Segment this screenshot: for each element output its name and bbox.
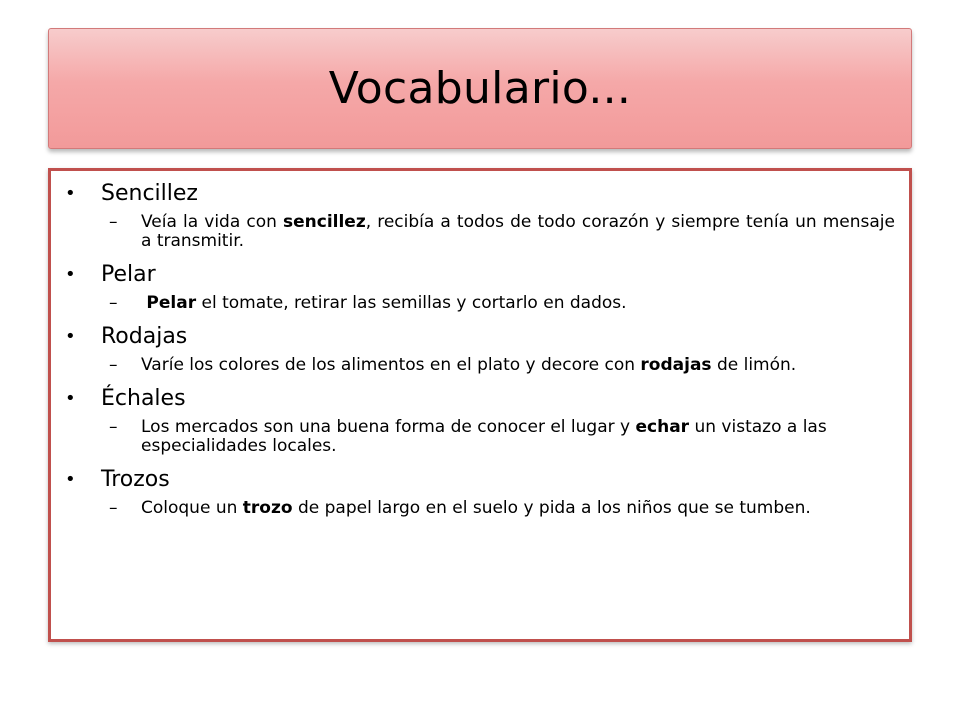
bullet-icon: • [65,469,76,490]
term-label: Échales [101,386,186,411]
dash-icon: – [109,498,118,518]
term-echales [65,384,909,414]
term-label: Sencillez [101,181,198,206]
example-keyword: sencillez [282,212,366,232]
example-text: el tomate, retirar las semillas y cortarlo en dados. [196,293,627,313]
example-sencillez [109,212,895,251]
dash-icon: – [109,293,118,313]
example-pelar [109,293,895,313]
example-keyword: Pelar [146,293,197,313]
bullet-icon: • [65,183,76,204]
title-banner [48,28,912,149]
example-text: Varíe los colores de los alimentos en el plato y decore con [141,355,641,375]
example-text: Veía la vida con [141,212,283,232]
bullet-icon: • [65,388,76,409]
example-trozos [109,498,895,518]
term-trozos [65,465,909,495]
vocabulary-list [48,168,912,642]
term-label: Trozos [101,467,170,492]
term-pelar [65,260,909,290]
example-text: , recibía a todos de todo corazón y siempre tenía un mensaje a transmitir. [141,212,895,251]
example-keyword: trozo [242,498,293,518]
example-text: de papel largo en el suelo y pida a los niños que se tumben. [292,498,811,518]
term-label: Pelar [101,262,156,287]
dash-icon: – [109,212,118,232]
example-text: Coloque un [141,498,243,518]
slide-title: Vocabulario... [328,63,632,114]
example-keyword: rodajas [640,355,712,375]
dash-icon: – [109,417,118,437]
example-rodajas [109,355,895,375]
example-text: Los mercados son una buena forma de conocer el lugar y [141,417,636,437]
term-rodajas [65,322,909,352]
bullet-icon: • [65,326,76,347]
bullet-icon: • [65,264,76,285]
example-text: un vistazo a las especialidades locales. [141,417,827,456]
example-keyword: echar [635,417,690,437]
term-label: Rodajas [101,324,188,349]
example-text: de limón. [711,355,797,375]
term-sencillez [65,179,909,209]
example-echales [109,417,895,456]
dash-icon: – [109,355,118,375]
